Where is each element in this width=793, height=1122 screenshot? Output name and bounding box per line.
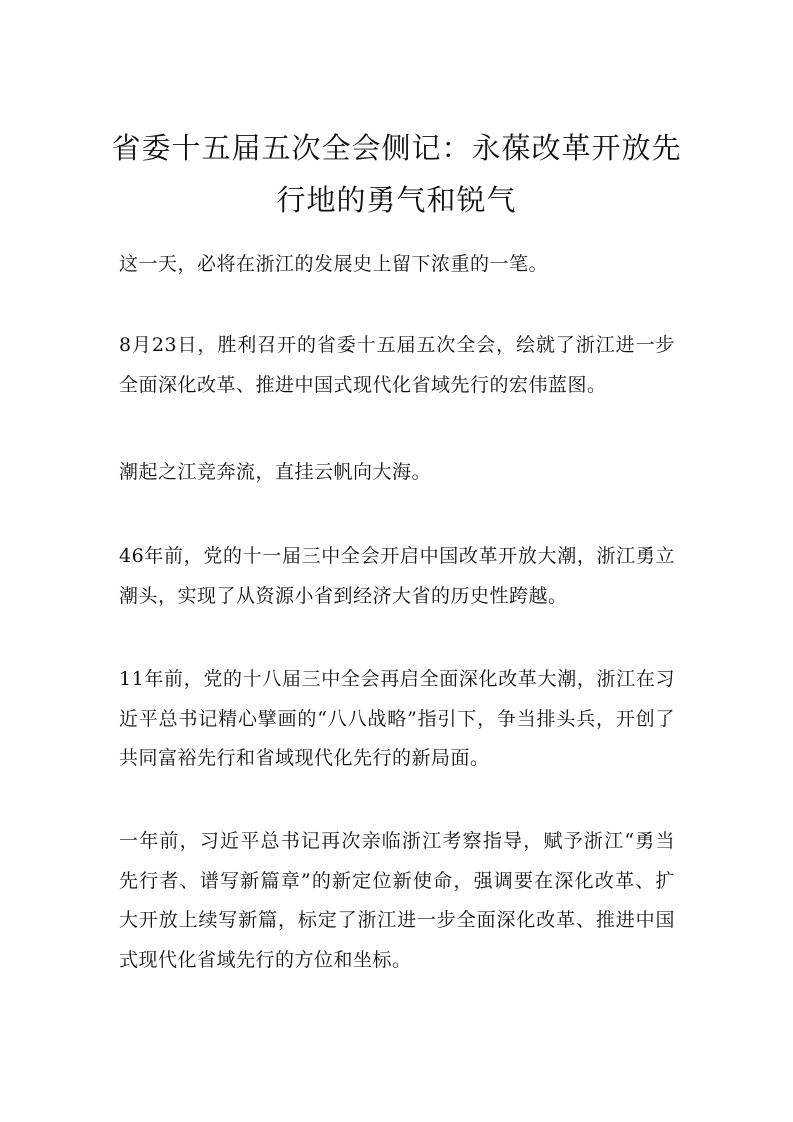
paragraph-3: 潮起之江竞奔流，直挂云帆向大海。 xyxy=(119,461,432,483)
paragraph-1: 这一天，必将在浙江的发展史上留下浓重的一笔。 xyxy=(119,253,549,275)
paragraph-6: 一年前，习近平总书记再次亲临浙江考察指导，赋予浙江“勇当先行者、谱写新篇章”的新定位新使命，强调要在深化改革、扩大开放上续写新篇，标定了浙江进一步全面深化改革、推进中国式现代化省域先行的方位和坐标。 xyxy=(119,830,675,971)
document-title: 省委十五届五次全会侧记：永葆改革开放先行地的勇气和锐气 xyxy=(111,131,682,217)
paragraph-2: 8月23日，胜利召开的省委十五届五次全会，绘就了浙江进一步全面深化改革、推进中国式现代化省域先行的宏伟蓝图。 xyxy=(119,334,675,396)
paragraph-5: 11年前，党的十八届三中全会再启全面深化改革大潮，浙江在习近平总书记精心擘画的“八八战略”指引下，争当排头兵，开创了共同富裕先行和省域现代化先行的新局面。 xyxy=(119,668,675,769)
paragraph-4: 46年前，党的十一届三中全会开启中国改革开放大潮，浙江勇立潮头，实现了从资源小省到经济大省的历史性跨越。 xyxy=(119,545,675,607)
